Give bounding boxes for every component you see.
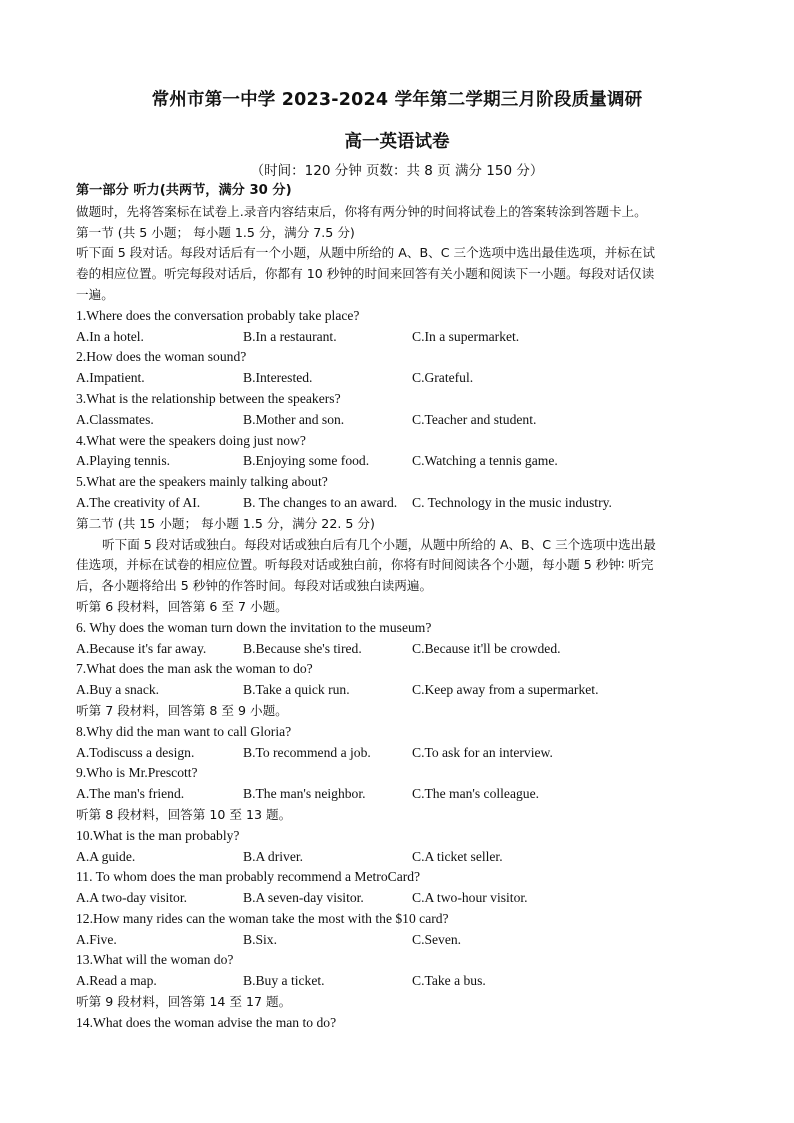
- option-a: A.Read a map.: [76, 973, 157, 989]
- option-a: A.Classmates.: [76, 411, 154, 427]
- option-b: B.The man's neighbor.: [243, 786, 366, 802]
- option-a: A.Buy a snack.: [76, 682, 160, 698]
- section2-intro-line: 听下面 5 段对话或独白。每段对话或独白后有几个小题，从题中所给的 A、B、C 三个选项中选出最: [102, 536, 656, 552]
- question-options: [76, 680, 720, 701]
- option-a: A.In a hotel.: [76, 328, 144, 344]
- question-options: [76, 327, 720, 348]
- section1-intro-line: 听下面 5 段对话。每段对话后有一个小题，从题中所给的 A、B、C 三个选项中选出最佳选项，并标在试: [76, 245, 656, 261]
- option-b: B.Six.: [243, 931, 277, 947]
- option-c: C.A two-hour visitor.: [412, 890, 528, 906]
- question-text: 5.What are the speakers mainly talking about?: [76, 474, 328, 490]
- option-b: B.Buy a ticket.: [243, 973, 325, 989]
- question-text: 9.Who is Mr.Prescott?: [76, 765, 198, 781]
- option-c: C.Watching a tennis game.: [412, 453, 558, 469]
- material-heading: 听第 6 段材料，回答第 6 至 7 小题。: [76, 598, 288, 614]
- question-text: 13.What will the woman do?: [76, 952, 234, 968]
- option-a: A.A guide.: [76, 848, 136, 864]
- option-a: A.Five.: [76, 931, 117, 947]
- exam-title: 常州市第一中学 2023-2024 学年第二学期三月阶段质量调研: [151, 90, 643, 110]
- option-c: C.In a supermarket.: [412, 328, 520, 344]
- question-options: [76, 930, 720, 951]
- question-text: 4.What were the speakers doing just now?: [76, 432, 306, 448]
- option-c: C.Seven.: [412, 931, 462, 947]
- option-a: A.The creativity of AI.: [76, 494, 201, 510]
- question-text: 11. To whom does the man probably recommend a MetroCard?: [76, 869, 421, 885]
- part1-instructions: 做题时，先将答案标在试卷上.录音内容结束后，你将有两分钟的时间将试卷上的答案转涂到答题卡上。: [76, 203, 647, 219]
- exam-content: [76, 181, 720, 1034]
- question-text: 10.What is the man probably?: [76, 827, 240, 843]
- option-b: B. The changes to an award.: [243, 494, 398, 510]
- question-text: 2.How does the woman sound?: [76, 349, 247, 365]
- section1-heading: 第一节 (共 5 小题； 每小题 1.5 分，满分 7.5 分): [76, 224, 355, 240]
- section2-heading: 第二节 (共 15 小题； 每小题 1.5 分，满分 22. 5 分): [76, 515, 375, 531]
- option-c: C.Take a bus.: [412, 973, 486, 989]
- option-b: B.Mother and son.: [243, 411, 345, 427]
- question-options: [76, 493, 720, 514]
- option-b: B.A driver.: [243, 848, 304, 864]
- option-b: B.Enjoying some food.: [243, 453, 370, 469]
- option-c: C.Keep away from a supermarket.: [412, 682, 599, 698]
- question-options: [76, 971, 720, 992]
- option-c: C.A ticket seller.: [412, 848, 503, 864]
- material-heading: 听第 7 段材料，回答第 8 至 9 小题。: [76, 702, 288, 718]
- section1-intro-line: 一遍。: [76, 286, 114, 302]
- question-text: 7.What does the man ask the woman to do?: [76, 661, 313, 677]
- exam-subtitle: 高一英语试卷: [344, 132, 450, 152]
- option-c: C.To ask for an interview.: [412, 744, 553, 760]
- question-options: [76, 784, 720, 805]
- option-b: B.To recommend a job.: [243, 744, 371, 760]
- question-options: [76, 888, 720, 909]
- option-b: B.In a restaurant.: [243, 328, 337, 344]
- option-c: C.The man's colleague.: [412, 786, 540, 802]
- exam-meta: （时间：120 分钟 页数：共 8 页 满分 150 分）: [250, 163, 544, 179]
- option-b: B.Interested.: [243, 370, 313, 386]
- option-c: C.Grateful.: [412, 370, 474, 386]
- option-b: B.Because she's tired.: [243, 640, 362, 656]
- part1-heading: 第一部分 听力(共两节，满分 30 分): [76, 183, 292, 198]
- question-text: 12.How many rides can the woman take the most with the $10 card?: [76, 910, 449, 926]
- question-text: 1.Where does the conversation probably take place?: [76, 307, 360, 323]
- question-text: 3.What is the relationship between the speakers?: [76, 390, 341, 406]
- question-options: [76, 451, 720, 472]
- option-a: A.Todiscuss a design.: [76, 744, 195, 760]
- question-options: [76, 368, 720, 389]
- option-a: A.Playing tennis.: [76, 453, 171, 469]
- option-c: C.Teacher and student.: [412, 411, 537, 427]
- question-options: [76, 743, 720, 764]
- question-options: [76, 410, 720, 431]
- question-options: [76, 847, 720, 868]
- section1-intro-line: 卷的相应位置。听完每段对话后，你都有 10 秒钟的时间来回答有关小题和阅读下一小题。每段对话仅读: [76, 266, 655, 282]
- section2-intro-line: 佳选项，并标在试卷的相应位置。听每段对话或独白前，你将有时间阅读各个小题，每小题 5 秒钟∶ 听完: [76, 557, 654, 573]
- option-b: B.A seven-day visitor.: [243, 890, 364, 906]
- question-text: 14.What does the woman advise the man to do?: [76, 1014, 337, 1030]
- material-heading: 听第 8 段材料，回答第 10 至 13 题。: [76, 806, 292, 822]
- question-text: 6. Why does the woman turn down the invitation to the museum?: [76, 619, 432, 635]
- question-text: 8.Why did the man want to call Gloria?: [76, 723, 292, 739]
- option-c: C. Technology in the music industry.: [412, 494, 612, 510]
- option-c: C.Because it'll be crowded.: [412, 640, 561, 656]
- option-a: A.Impatient.: [76, 370, 145, 386]
- option-a: A.The man's friend.: [76, 786, 185, 802]
- question-options: [76, 639, 720, 660]
- option-b: B.Take a quick run.: [243, 682, 350, 698]
- material-heading: 听第 9 段材料，回答第 14 至 17 题。: [76, 994, 292, 1010]
- section2-intro-line: 后，各小题将给出 5 秒钟的作答时间。每段对话或独白读两遍。: [76, 578, 433, 594]
- option-a: A.Because it's far away.: [76, 640, 207, 656]
- option-a: A.A two-day visitor.: [76, 890, 188, 906]
